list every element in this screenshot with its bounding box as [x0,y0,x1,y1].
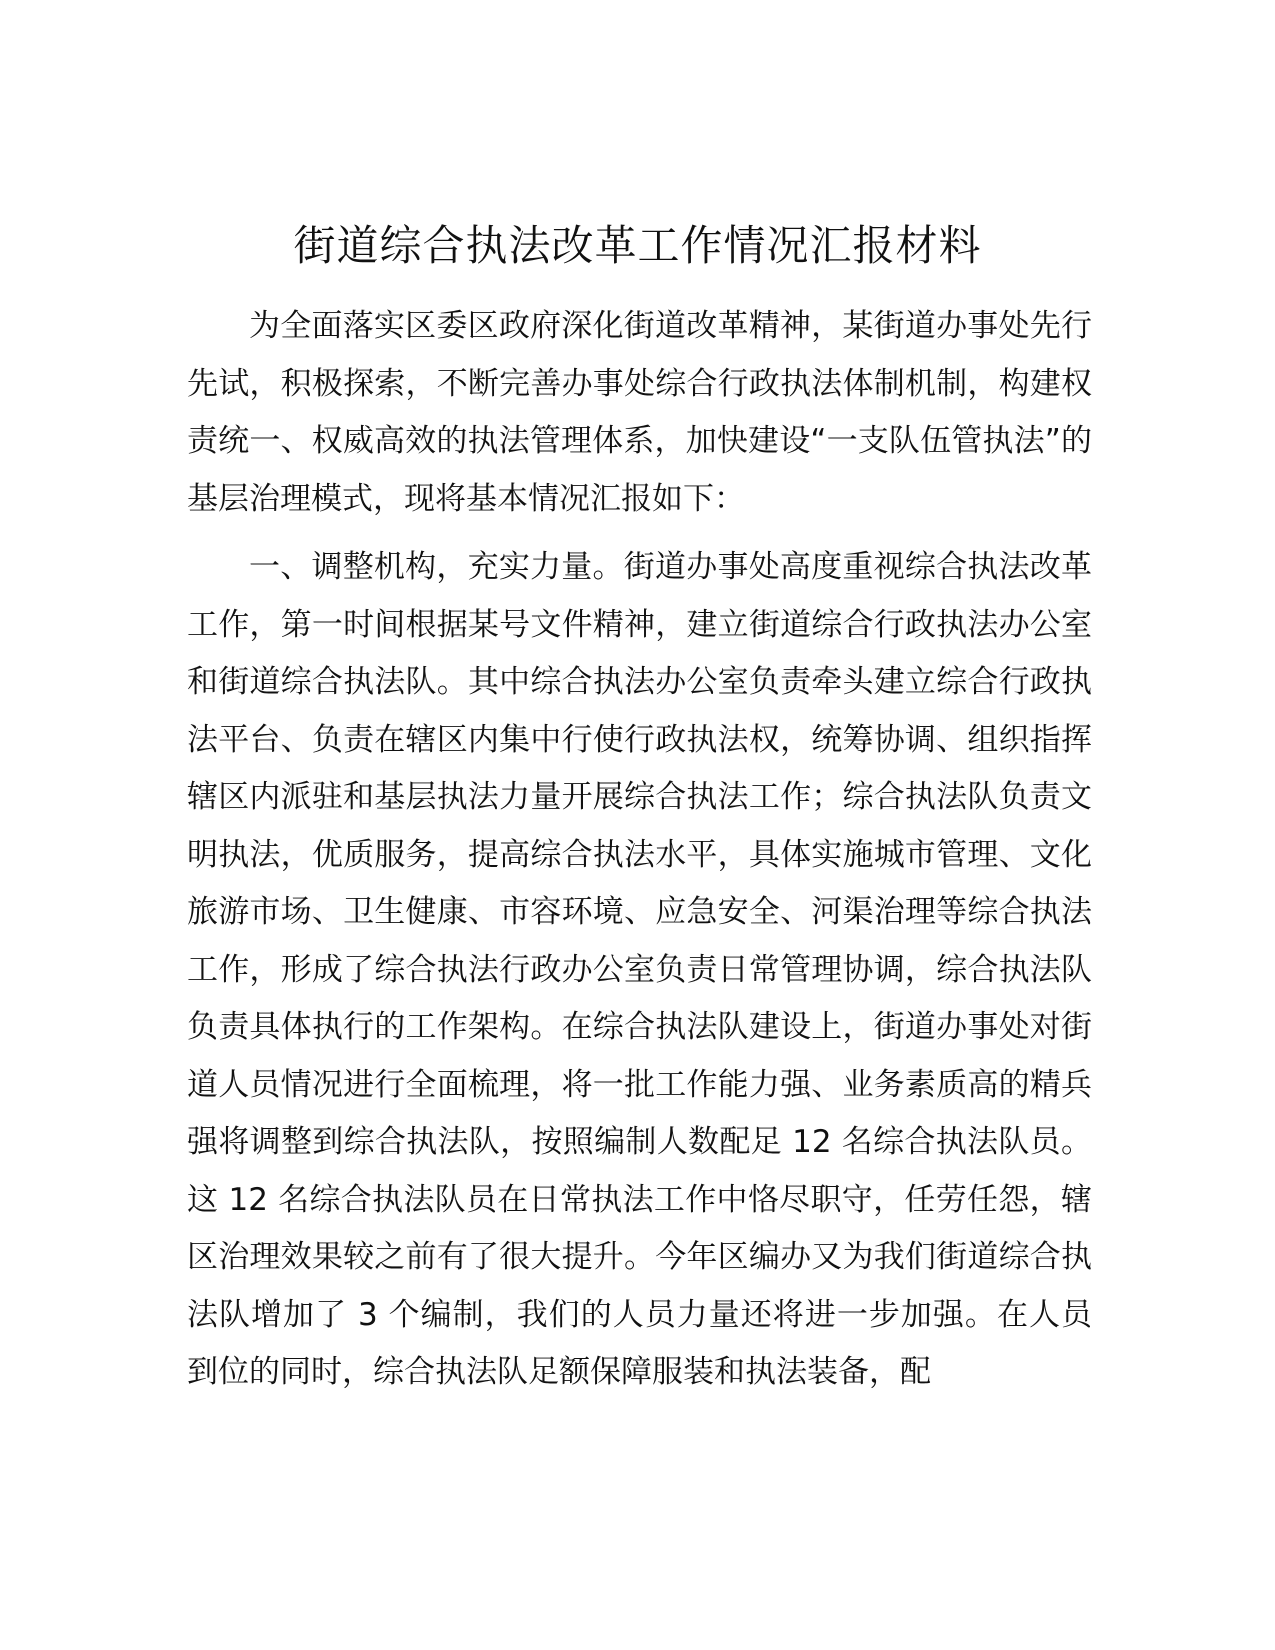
document-title: 街道综合执法改革工作情况汇报材料 [293,221,982,270]
document-body [187,298,1092,1402]
intro-paragraph: 为全面落实区委区政府深化街道改革精神，某街道办事处先行先试，积极探索，不断完善办事处综合行政执法体制机制，构建权责统一、权威高效的执法管理体系，加快建设“一支队伍管执法”的基层治理模式，现将基本情况汇报如下： [187,308,1092,517]
section-one-paragraph: 一、调整机构，充实力量。街道办事处高度重视综合执法改革工作，第一时间根据某号文件精神，建立街道综合行政执法办公室和街道综合执法队。其中综合执法办公室负责牵头建立综合行政执法平台、负责在辖区内集中行使行政执法权，统筹协调、组织指挥辖区内派驻和基层执法力量开展综合执法工作；综合执法队负责文明执法，优质服务，提高综合执法水平，具体实施城市管理、文化旅游市场、卫生健康、市容环境、应急安全、河渠治理等综合执法工作，形成了综合执法行政办公室负责日常管理协调，综合执法队负责具体执行的工作架构。在综合执法队建设上，街道办事处对街道人员情况进行全面梳理，将一批工作能力强、业务素质高的精兵强将调整到综合执法队，按照编制人数配足 12 名综合执法队员。这 12 名综合执法队员在日常执法工作中恪尽职守，任劳任怨，辖区治理效果较之前有了很大提升。今年区编办又为我们街道综合执法队增加了 3 个编制，我们的人员力量还将进一步加强。在人员到位的同时，综合执法队足额保障服装和执法装备，配 [187,549,1092,1390]
